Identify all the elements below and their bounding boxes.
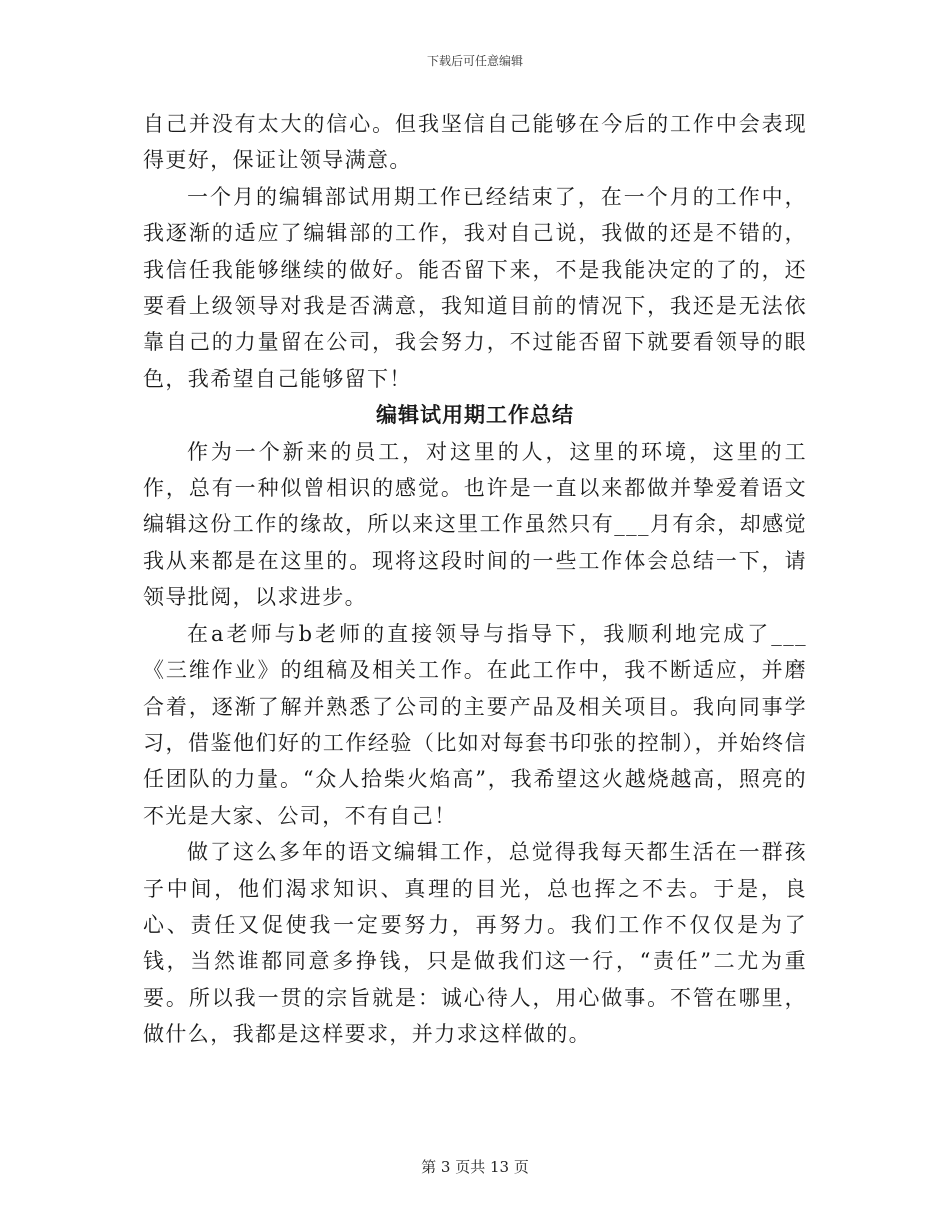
page-header: 下载后可任意编辑 — [426, 54, 523, 68]
document-body — [143, 106, 807, 1053]
page-footer: 第 3 页共 13 页 — [421, 1158, 529, 1176]
paragraph-probation-end: 一个月的编辑部试用期工作已经结束了，在一个月的工作中，我逐渐的适应了编辑部的工作，我对自己说，我做的还是不错的，我信任我能够继续的做好。能否留下来，不是我能决定的了的，还要看上级领导对我是否满意，我知道目前的情况下，我还是无法依靠自己的力量留在公司，我会努力，不过能否留下就要看领导的眼色，我希望自己能够留下！ — [143, 184, 807, 391]
paragraph-continued: 自己并没有太大的信心。但我坚信自己能够在今后的工作中会表现得更好，保证让领导满意。 — [143, 112, 807, 173]
paragraph-work-done: 在a老师与b老师的直接领导与指导下，我顺利地完成了___《三维作业》的组稿及相关工作。在此工作中，我不断适应，并磨合着，逐渐了解并熟悉了公司的主要产品及相关项目。我向同事学习，借鉴他们好的工作经验（比如对每套书印张的控制），并始终信任团队的力量。“众人拾柴火焰高”，我希望这火越烧越高，照亮的不光是大家、公司，不有自己！ — [143, 621, 807, 828]
paragraph-intro: 作为一个新来的员工，对这里的人，这里的环境，这里的工作，总有一种似曾相识的感觉。也许是一直以来都做并挚爱着语文编辑这份工作的缘故，所以来这里工作虽然只有___月有余，却感觉我从来都是在这里的。现将这段时间的一些工作体会总结一下，请领导批阅，以求进步。 — [143, 439, 807, 610]
section-title: 编辑试用期工作总结 — [376, 402, 574, 428]
paragraph-responsibility: 做了这么多年的语文编辑工作，总觉得我每天都生活在一群孩子中间，他们渴求知识、真理的目光，总也挥之不去。于是，良心、责任又促使我一定要努力，再努力。我们工作不仅仅是为了钱，当然谁都同意多挣钱，只是做我们这一行，“责任”二尤为重要。所以我一贯的宗旨就是：诚心待人，用心做事。不管在哪里，做什么，我都是这样要求，并力求这样做的。 — [143, 840, 807, 1047]
